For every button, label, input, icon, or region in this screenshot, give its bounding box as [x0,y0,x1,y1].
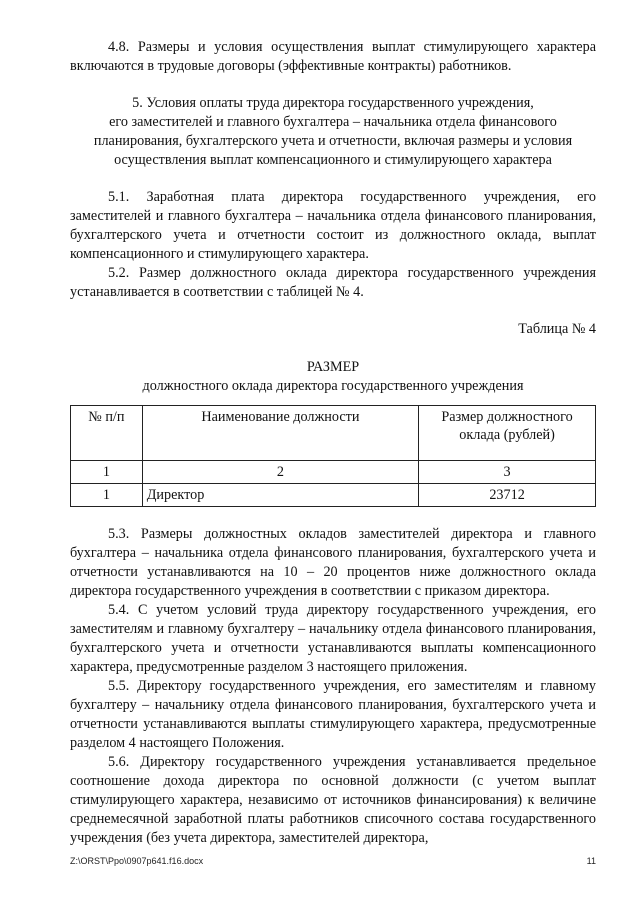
header-position: Наименование должности [142,406,418,461]
table-row [71,484,596,507]
numbering-cell: 1 [71,461,143,484]
header-number: № п/п [71,406,143,461]
row-salary: 23712 [419,484,596,507]
paragraph-5-3: 5.3. Размеры должностных окладов заместителей директора и главного бухгалтера – начальника отдела финансового планирования, бухгалтерского учета и отчетности устанавливаются на 10 – 20 процентов ниже должностного оклада директора государственного учреждения в соответствии с приказом директора. [70,526,596,599]
table-header-row [71,406,596,461]
paragraph-5-6: 5.6. Директору государственного учреждения устанавливается предельное соотношение дохода директора по основной должности (с учетом выплат стимулирующего характера, независимо от источников финансирования) к величине среднемесячной заработной платы работников списочного состава государственного учреждения (без учета директора, заместителей директора, [70,754,596,846]
paragraph-5-2: 5.2. Размер должностного оклада директора государственного учреждения устанавливается в соответствии с таблицей № 4. [70,265,596,300]
section-5-heading-line: осуществления выплат компенсационного и стимулирующего характера [114,152,552,168]
table-numbering-row [71,461,596,484]
section-5-heading-line: 5. Условия оплаты труда директора государственного учреждения, [132,95,534,111]
salary-table [70,405,596,507]
paragraph-4-8: 4.8. Размеры и условия осуществления выплат стимулирующего характера включаются в трудовые договоры (эффективные контракты) работников. [70,39,596,74]
row-number: 1 [71,484,143,507]
table-title: РАЗМЕР [306,359,360,375]
page-number: 11 [586,856,596,866]
document-page [70,38,596,848]
paragraph-5-1: 5.1. Заработная плата директора государственного учреждения, его заместителей и главного бухгалтера – начальника отдела финансового планирования, бухгалтерского учета и отчетности состоит из должностного оклада, выплат компенсационного и стимулирующего характера. [70,189,596,262]
section-5-heading-line: его заместителей и главного бухгалтера – начальника отдела финансового [109,114,557,130]
numbering-cell: 3 [419,461,596,484]
table-subtitle: должностного оклада директора государственного учреждения [142,378,524,394]
paragraph-5-4: 5.4. С учетом условий труда директору государственного учреждения, его заместителям и главному бухгалтеру – начальнику отдела финансового планирования, бухгалтерского учета и отчетности устанавливаются выплаты компенсационного характера, предусмотренные разделом 3 настоящего приложения. [70,602,596,675]
paragraph-5-5: 5.5. Директору государственного учреждения, его заместителям и главному бухгалтеру – начальнику отдела финансового планирования, бухгалтерского учета и отчетности устанавливаются выплаты стимулирующего характера, предусмотренные разделом 4 настоящего Положения. [70,678,596,751]
section-5-heading-line: планирования, бухгалтерского учета и отчетности, включая размеры и условия [93,133,573,149]
section-5-heading [70,94,596,170]
footer-file-path: Z:\ORST\Ppo\0907p641.f16.docx [70,856,204,866]
table-label: Таблица № 4 [518,321,596,337]
row-position: Директор [142,484,418,507]
numbering-cell: 2 [142,461,418,484]
header-salary: Размер должностного оклада (рублей) [419,406,596,461]
page-footer [70,852,596,871]
